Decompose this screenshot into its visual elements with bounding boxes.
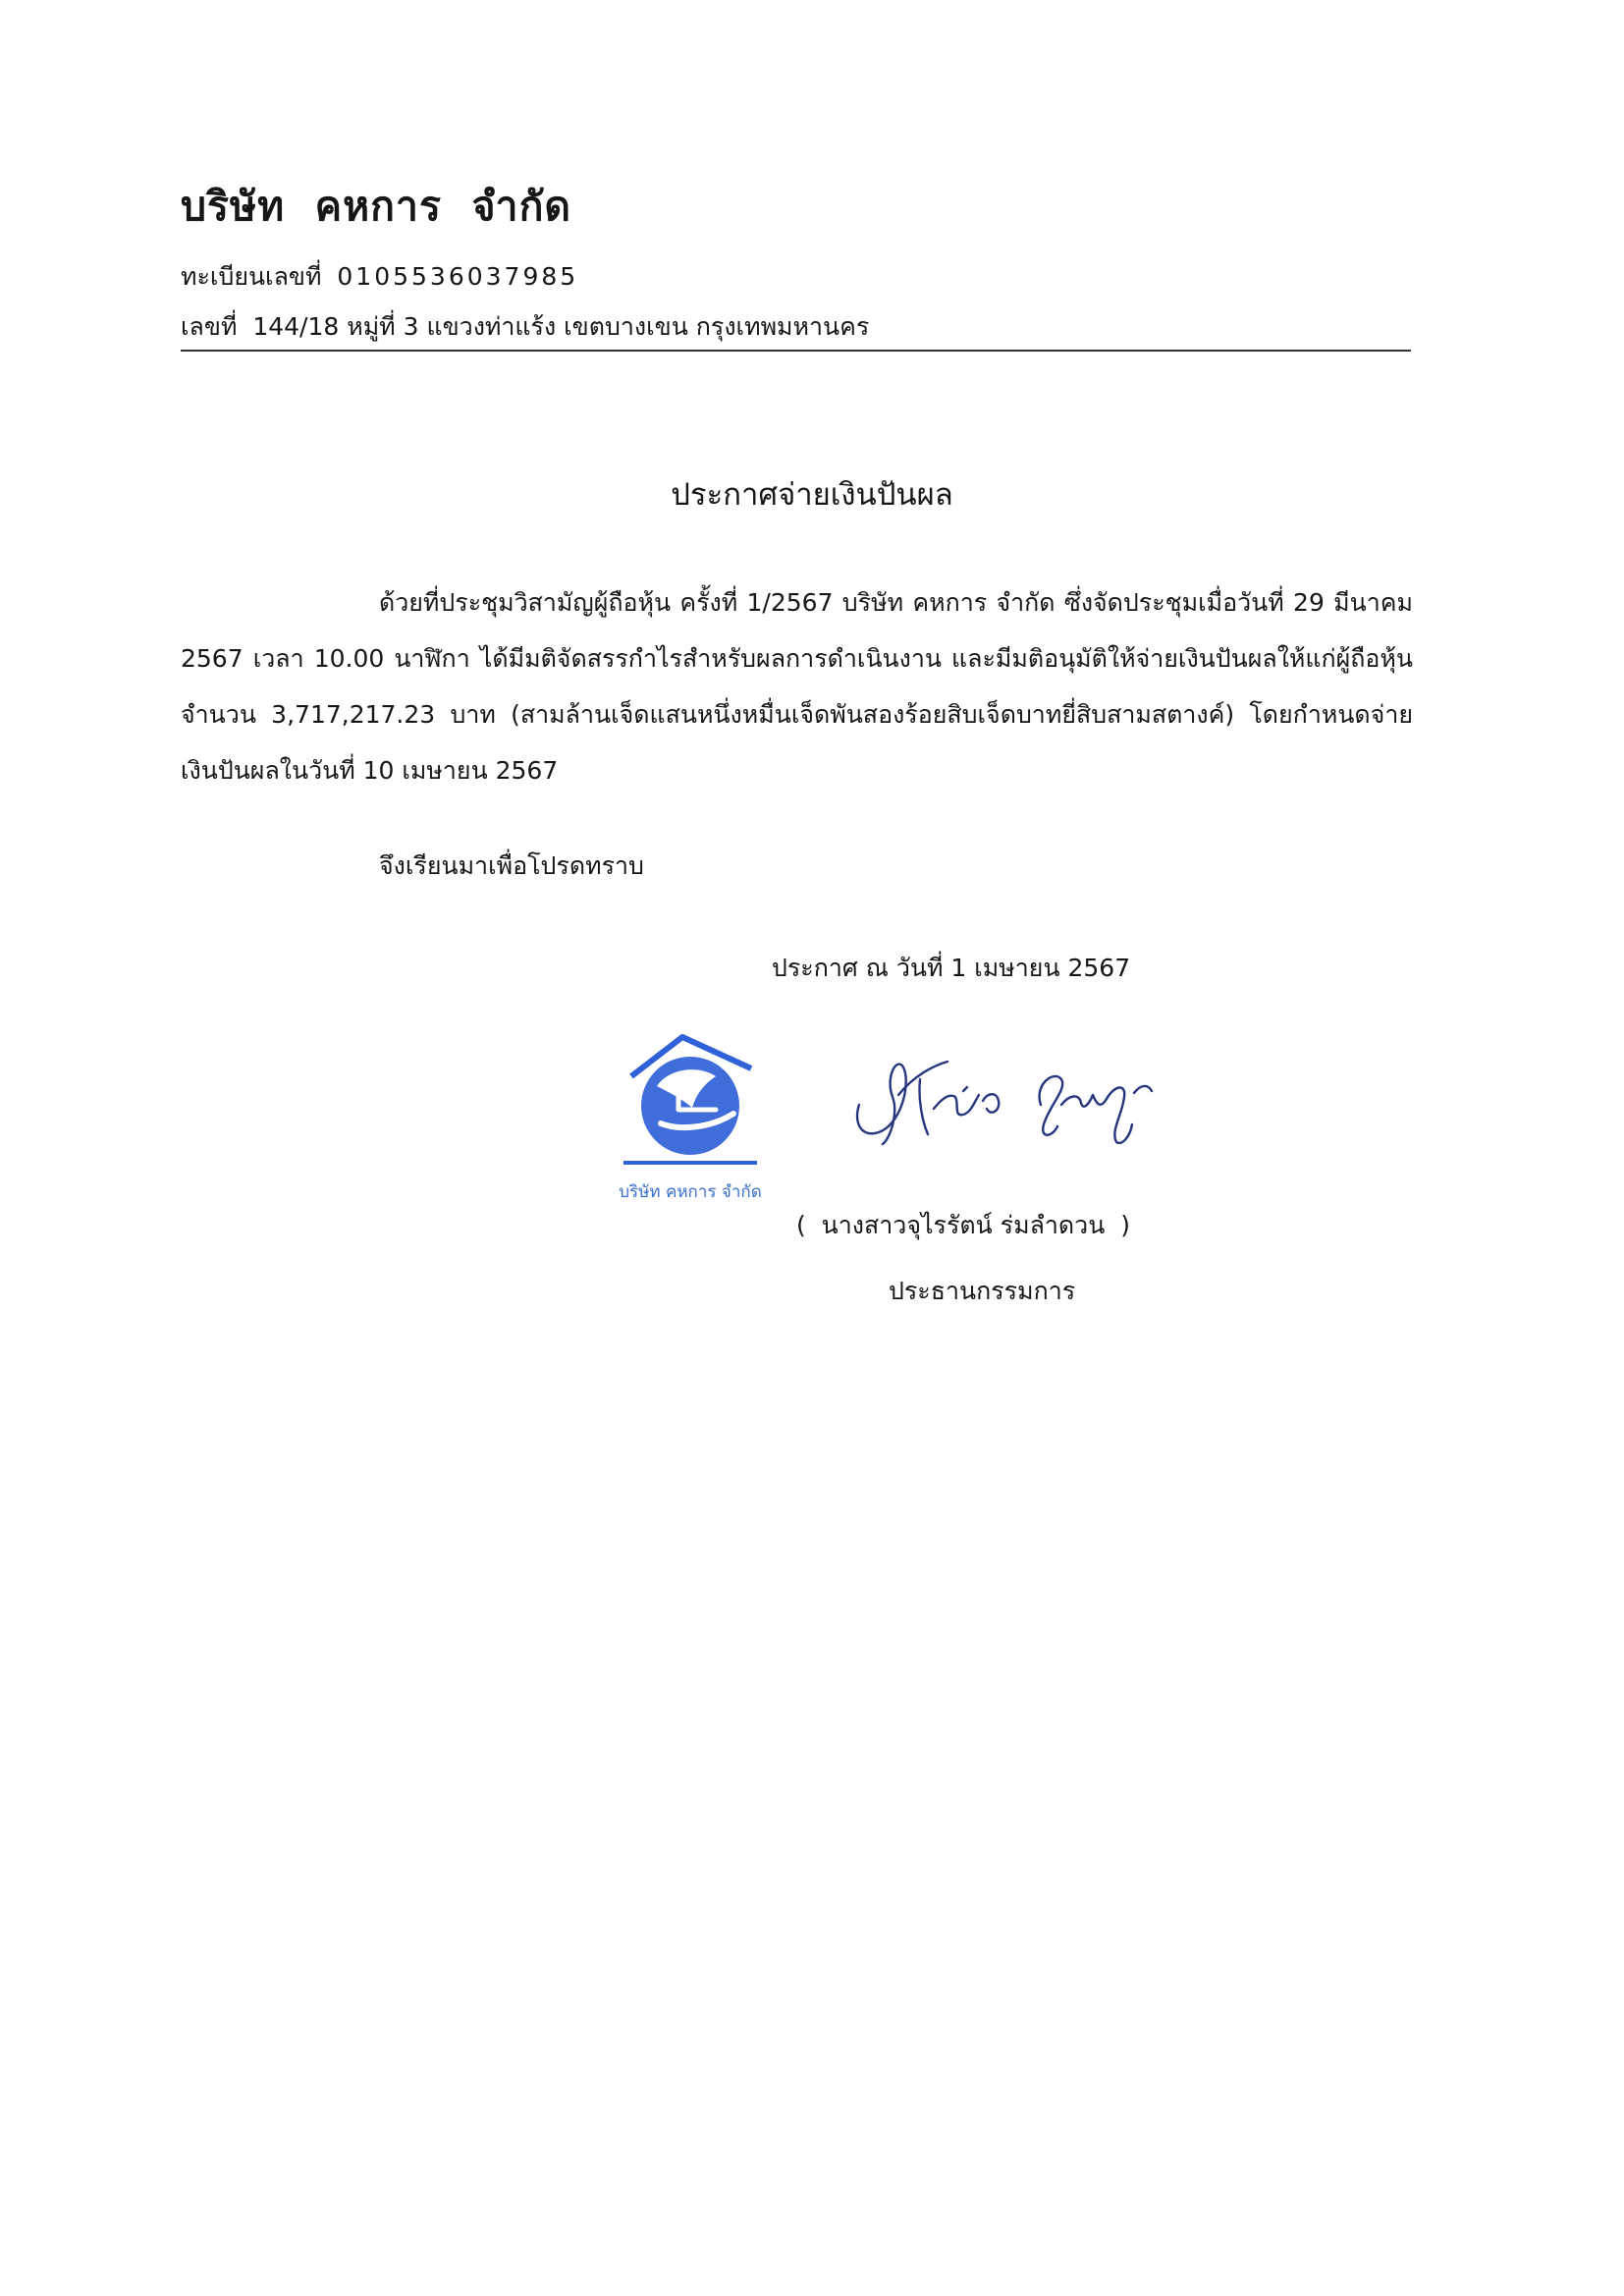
signature-icon	[839, 1036, 1173, 1154]
signer-position: ประธานกรรมการ	[889, 1277, 1076, 1305]
company-address: เลขที่ 144/18 หมู่ที่ 3 แขวงท่าแร้ง เขตบางเขน กรุงเทพมหานคร	[181, 312, 870, 341]
header-divider	[181, 350, 1411, 352]
signer-name: ( นางสาวจุไรรัตน์ ร่มลำดวน )	[796, 1211, 1130, 1239]
closing-line: จึงเรียนมาเพื่อโปรดทราบ	[379, 851, 644, 880]
registration-number: 0105536037985	[337, 262, 579, 291]
announcement-body: ด้วยที่ประชุมวิสามัญผู้ถือหุ้น ครั้งที่ 1/2567 บริษัท คหการ จำกัด ซึ่งจัดประชุมเมื่อวันที่ 29 มีนาคม 2567 เวลา 10.00 นาฬิกา ได้มีมติจัดสรรกำไรสำหรับผลการดำเนินงาน และมีมติอนุมัติให้จ่ายเงินปันผลให้แก่ผู้ถือหุ้นจำนวน 3,717,217.23 บาท (สามล้านเจ็ดแสนหนึ่งหมื่นเจ็ดพันสองร้อยสิบเจ็ดบาทยี่สิบสามสตางค์) โดยกำหนดจ่ายเงินปันผลในวันที่ 10 เมษายน 2567	[181, 588, 1413, 785]
registration-line	[181, 257, 578, 297]
stamp-label: บริษัท คหการ จำกัด	[619, 1182, 762, 1202]
document-title: ประกาศจ่ายเงินปันผล	[671, 477, 953, 513]
company-name: บริษัท คหการ จำกัด	[181, 183, 572, 230]
announcement-date: ประกาศ ณ วันที่ 1 เมษายน 2567	[772, 954, 1131, 982]
company-logo-icon	[622, 1029, 759, 1167]
registration-label: ทะเบียนเลขที่	[181, 262, 322, 291]
company-stamp	[592, 1029, 788, 1226]
